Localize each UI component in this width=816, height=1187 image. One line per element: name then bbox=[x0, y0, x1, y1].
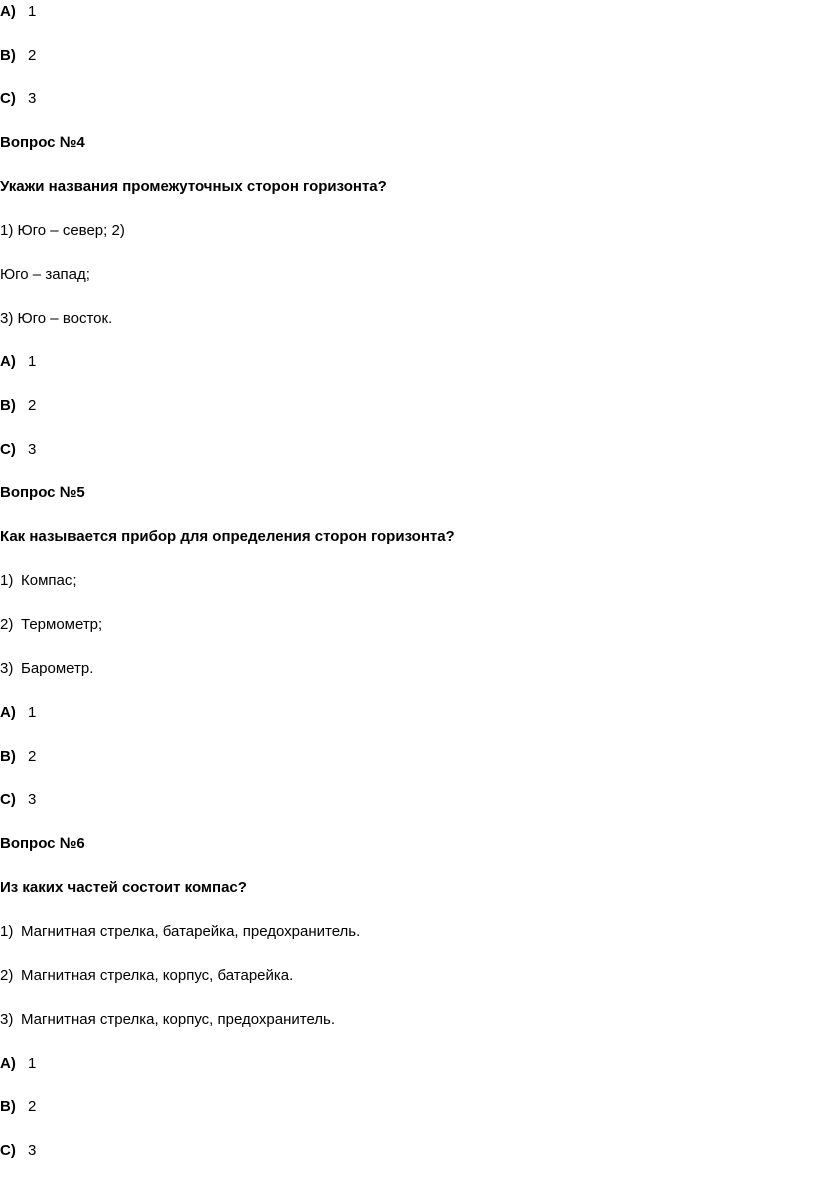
answer-option-c[interactable] bbox=[0, 440, 36, 460]
question-title: Вопрос №5 bbox=[0, 484, 85, 501]
option-number: 2) bbox=[0, 967, 14, 984]
answer-letter: A) bbox=[0, 704, 16, 721]
answer-letter: C) bbox=[0, 90, 16, 107]
question-option bbox=[0, 966, 293, 986]
answer-value: 3 bbox=[28, 1142, 37, 1159]
answer-letter: B) bbox=[0, 47, 16, 64]
answer-value: 1 bbox=[28, 353, 37, 370]
question-title: Вопрос №4 bbox=[0, 134, 85, 151]
answer-value: 3 bbox=[28, 791, 37, 808]
answer-letter: A) bbox=[0, 1055, 16, 1072]
answer-letter: C) bbox=[0, 441, 16, 458]
question-option-line: 1) Юго – север; 2) bbox=[0, 222, 125, 239]
question-text: Укажи названия промежуточных сторон горизонта? bbox=[0, 178, 387, 195]
option-text: Магнитная стрелка, корпус, батарейка. bbox=[21, 967, 294, 984]
question-option bbox=[0, 615, 102, 635]
option-text: Барометр. bbox=[21, 660, 94, 677]
question-text: Как называется прибор для определения сторон горизонта? bbox=[0, 528, 455, 545]
answer-letter: B) bbox=[0, 748, 16, 765]
answer-value: 3 bbox=[28, 441, 37, 458]
answer-letter: C) bbox=[0, 1142, 16, 1159]
answer-option-a[interactable] bbox=[0, 1054, 36, 1074]
question-option-line: Юго – запад; bbox=[0, 266, 90, 283]
question-option bbox=[0, 571, 77, 591]
answer-letter: A) bbox=[0, 353, 16, 370]
answer-value: 3 bbox=[28, 90, 37, 107]
answer-option-a[interactable] bbox=[0, 2, 36, 22]
answer-option-b[interactable] bbox=[0, 396, 36, 416]
option-number: 2) bbox=[0, 616, 14, 633]
question-text: Из каких частей состоит компас? bbox=[0, 879, 247, 896]
question-option bbox=[0, 1010, 335, 1030]
question-option-line: 3) Юго – восток. bbox=[0, 310, 113, 327]
answer-option-a[interactable] bbox=[0, 352, 36, 372]
option-text: Магнитная стрелка, корпус, предохранитель. bbox=[21, 1011, 336, 1028]
question-option bbox=[0, 922, 360, 942]
option-text: Компас; bbox=[21, 572, 77, 589]
answer-letter: B) bbox=[0, 1098, 16, 1115]
option-number: 3) bbox=[0, 1011, 14, 1028]
answer-value: 1 bbox=[28, 3, 37, 20]
question-title: Вопрос №6 bbox=[0, 835, 85, 852]
answer-option-c[interactable] bbox=[0, 1141, 36, 1161]
answer-letter: C) bbox=[0, 791, 16, 808]
answer-option-b[interactable] bbox=[0, 747, 36, 767]
answer-value: 1 bbox=[28, 704, 37, 721]
option-number: 3) bbox=[0, 660, 14, 677]
option-number: 1) bbox=[0, 923, 14, 940]
answer-value: 1 bbox=[28, 1055, 37, 1072]
answer-letter: A) bbox=[0, 3, 16, 20]
answer-option-b[interactable] bbox=[0, 1097, 36, 1117]
option-number: 1) bbox=[0, 572, 14, 589]
answer-value: 2 bbox=[28, 47, 37, 64]
answer-letter: B) bbox=[0, 397, 16, 414]
answer-option-c[interactable] bbox=[0, 790, 36, 810]
answer-option-c[interactable] bbox=[0, 89, 36, 109]
answer-value: 2 bbox=[28, 397, 37, 414]
option-text: Термометр; bbox=[21, 616, 103, 633]
answer-value: 2 bbox=[28, 1098, 37, 1115]
answer-option-b[interactable] bbox=[0, 46, 36, 66]
answer-value: 2 bbox=[28, 748, 37, 765]
option-text: Магнитная стрелка, батарейка, предохранитель. bbox=[21, 923, 361, 940]
answer-option-a[interactable] bbox=[0, 703, 36, 723]
question-option bbox=[0, 659, 93, 679]
